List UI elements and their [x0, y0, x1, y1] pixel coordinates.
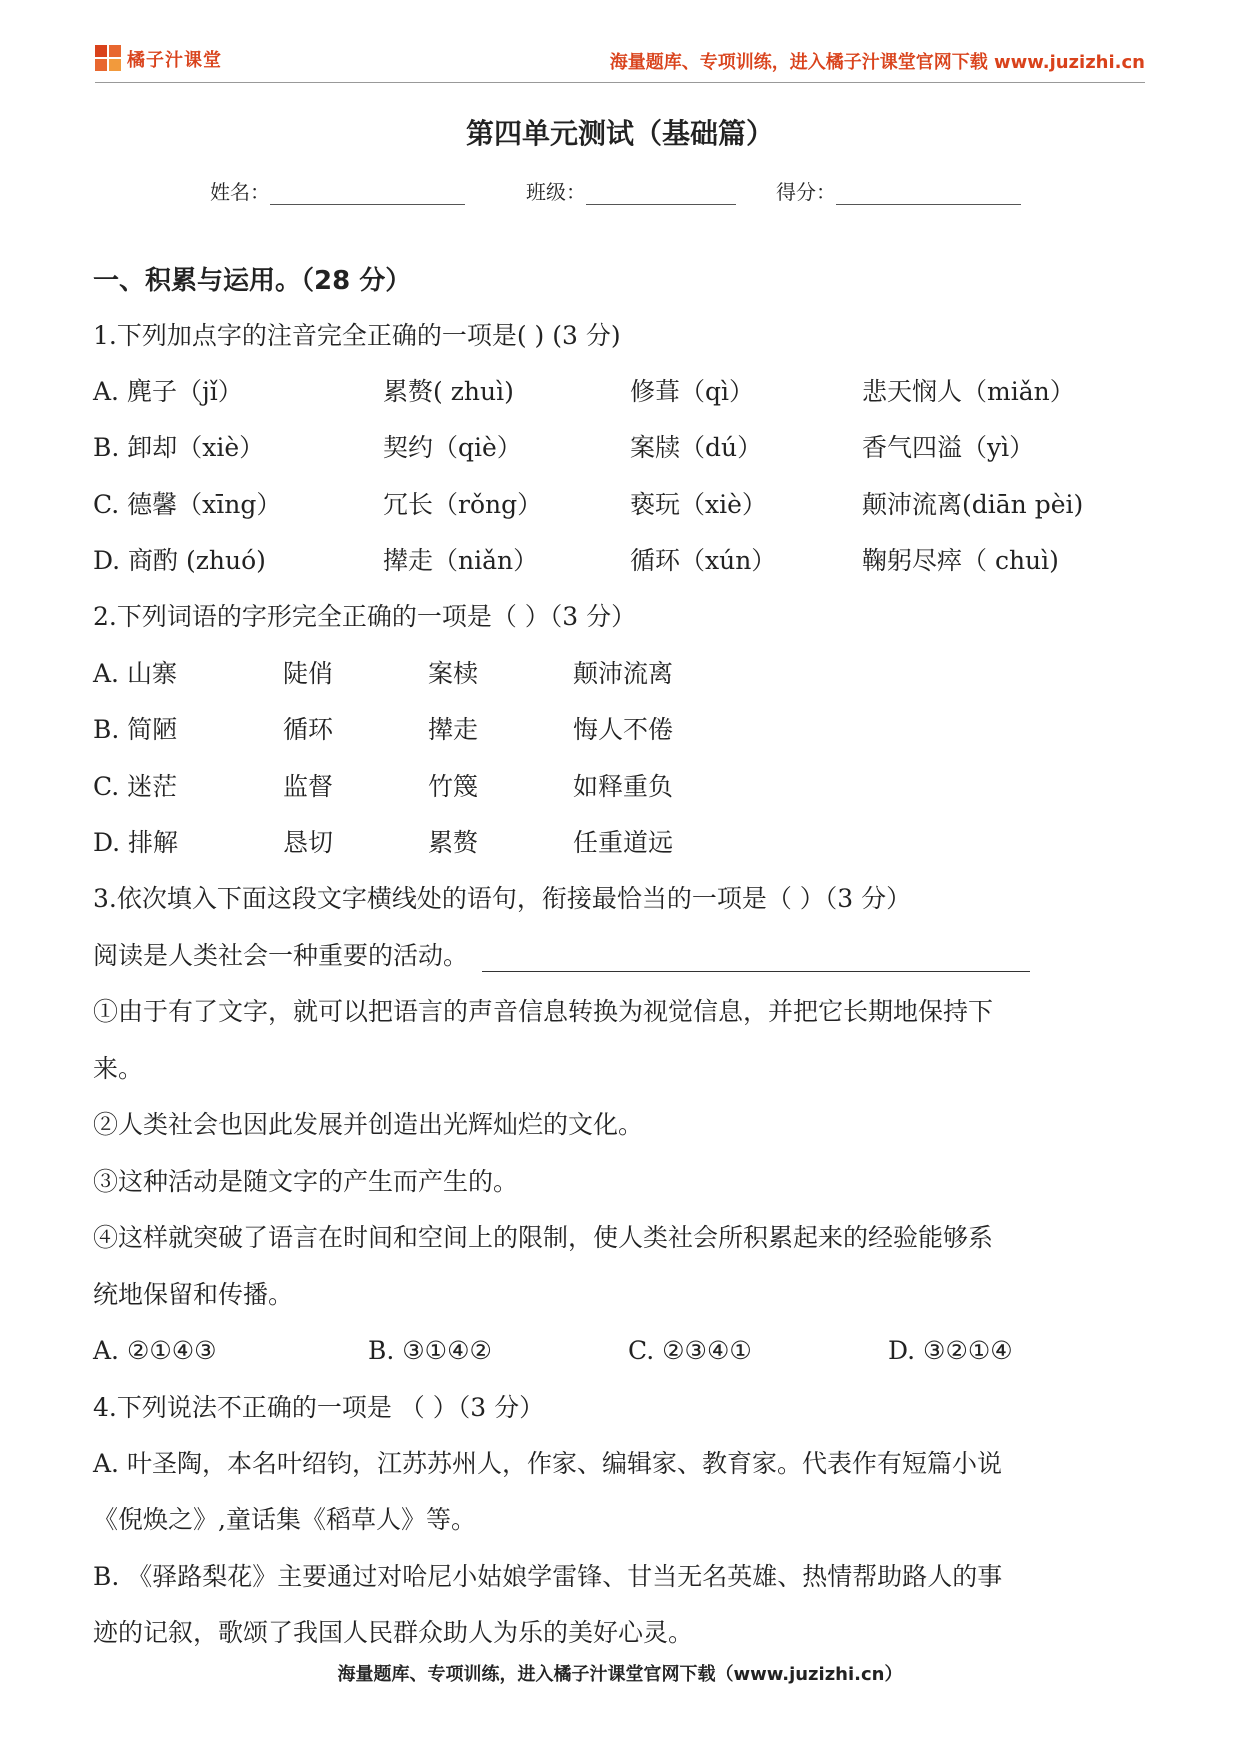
page-header: [95, 42, 1145, 84]
q2-option-b-4: 悔人不倦: [573, 715, 674, 744]
page-title: 第四单元测试（基础篇）: [465, 117, 774, 150]
q2-option-a-4: 颠沛流离: [573, 659, 674, 688]
header-tagline[interactable]: 海量题库、专项训练，进入橘子汁课堂官网下载 www.juzizhi.cn: [609, 52, 1145, 73]
q3-passage: 阅读是人类社会一种重要的活动。: [93, 941, 469, 970]
q1-option-d-2: 撵走（niǎn）: [383, 546, 539, 575]
q1-option-d-3: 循环（xún）: [630, 546, 777, 575]
name-label: 姓名：: [210, 180, 270, 204]
q2-option-d-3: 累赘: [428, 828, 479, 857]
q1-option-b-3: 案牍（dú）: [630, 433, 763, 462]
q2-option-a-2: 陡俏: [283, 659, 334, 688]
q2-option-d-4: 任重道远: [573, 828, 674, 857]
q3-sentence-4b: 统地保留和传播。: [93, 1280, 294, 1309]
header-divider: [95, 82, 1145, 83]
q1-option-c-2: 冗长（rǒng）: [383, 490, 543, 519]
q2-option-c-3: 竹篾: [428, 772, 479, 801]
question-1-stem: 1.下列加点字的注音完全正确的一项是( ) (3 分): [93, 321, 621, 350]
q2-option-c-2: 监督: [283, 772, 334, 801]
score-label: 得分：: [776, 180, 836, 204]
q1-option-a-3: 修葺（qì）: [630, 377, 754, 406]
q3-passage-line: [93, 940, 1030, 972]
q1-option-d-1: D. 商酌 (zhuó): [93, 546, 266, 575]
question-4-stem: 4.下列说法不正确的一项是 （ ）（3 分）: [93, 1393, 545, 1422]
class-field[interactable]: [526, 176, 736, 205]
score-blank[interactable]: [836, 186, 1021, 205]
section-heading: 一、积累与运用。（28 分）: [93, 266, 412, 296]
logo-icon: [95, 45, 123, 73]
q2-option-c-1: C. 迷茫: [93, 772, 178, 801]
page-footer[interactable]: 海量题库、专项训练，进入橘子汁课堂官网下载（www.juzizhi.cn）: [337, 1664, 903, 1685]
question-2-stem: 2.下列词语的字形完全正确的一项是（ ）（3 分）: [93, 602, 637, 631]
q3-sentence-1b: 来。: [93, 1054, 144, 1083]
q1-option-c-3: 亵玩（xiè）: [630, 490, 767, 519]
q3-option-b: B. ③①④②: [368, 1336, 492, 1365]
q4-option-a-line-2: 《倪焕之》,童话集《稻草人》等。: [93, 1505, 476, 1534]
q3-sentence-1a: ①由于有了文字，就可以把语言的声音信息转换为视觉信息，并把它长期地保持下: [93, 997, 994, 1026]
q3-option-d: D. ③②①④: [888, 1336, 1013, 1365]
q1-option-a-2: 累赘( zhuì): [383, 377, 514, 406]
class-blank[interactable]: [586, 186, 736, 205]
q1-option-b-1: B. 卸却（xiè）: [93, 433, 265, 462]
q2-option-d-2: 恳切: [283, 828, 334, 857]
q1-option-d-4: 鞠躬尽瘁（ chuì): [862, 546, 1059, 575]
score-field[interactable]: [776, 176, 1021, 205]
name-blank[interactable]: [270, 186, 465, 205]
q3-option-c: C. ②③④①: [628, 1336, 752, 1365]
q1-option-a-1: A. 麂子（jǐ）: [93, 377, 243, 406]
q1-option-a-4: 悲天悯人（miǎn）: [862, 377, 1075, 406]
question-3-stem: 3.依次填入下面这段文字横线处的语句，衔接最恰当的一项是（ ）（3 分）: [93, 884, 912, 913]
q2-option-c-4: 如释重负: [573, 772, 674, 801]
name-field[interactable]: [210, 176, 465, 205]
q4-option-b-line-1: B. 《驿路梨花》主要通过对哈尼小姑娘学雷锋、甘当无名英雄、热情帮助路人的事: [93, 1562, 1003, 1591]
q2-option-a-1: A. 山寨: [93, 659, 177, 688]
q1-option-b-4: 香气四溢（yì）: [862, 433, 1035, 462]
q3-sentence-3: ③这种活动是随文字的产生而产生的。: [93, 1167, 519, 1196]
q3-option-a: A. ②①④③: [93, 1336, 217, 1365]
q2-option-a-3: 案椟: [428, 659, 479, 688]
brand-logo[interactable]: [95, 42, 222, 76]
brand-name: 橘子汁课堂: [127, 50, 222, 71]
q2-option-b-2: 循环: [283, 715, 334, 744]
q2-option-b-3: 撵走: [428, 715, 479, 744]
q3-sentence-4a: ④这样就突破了语言在时间和空间上的限制，使人类社会所积累起来的经验能够系: [93, 1223, 994, 1252]
q2-option-d-1: D. 排解: [93, 828, 179, 857]
q2-option-b-1: B. 简陋: [93, 715, 178, 744]
q1-option-c-4: 颠沛流离(diān pèi): [862, 490, 1084, 519]
q1-option-c-1: C. 德馨（xīng）: [93, 490, 282, 519]
q4-option-b-line-2: 迹的记叙，歌颂了我国人民群众助人为乐的美好心灵。: [93, 1618, 694, 1647]
q1-option-b-2: 契约（qiè）: [383, 433, 522, 462]
class-label: 班级：: [526, 180, 586, 204]
q4-option-a-line-1: A. 叶圣陶，本名叶绍钧，江苏苏州人，作家、编辑家、教育家。代表作有短篇小说: [93, 1449, 1002, 1478]
q3-answer-blank[interactable]: [482, 941, 1030, 972]
q3-sentence-2: ②人类社会也因此发展并创造出光辉灿烂的文化。: [93, 1110, 644, 1139]
